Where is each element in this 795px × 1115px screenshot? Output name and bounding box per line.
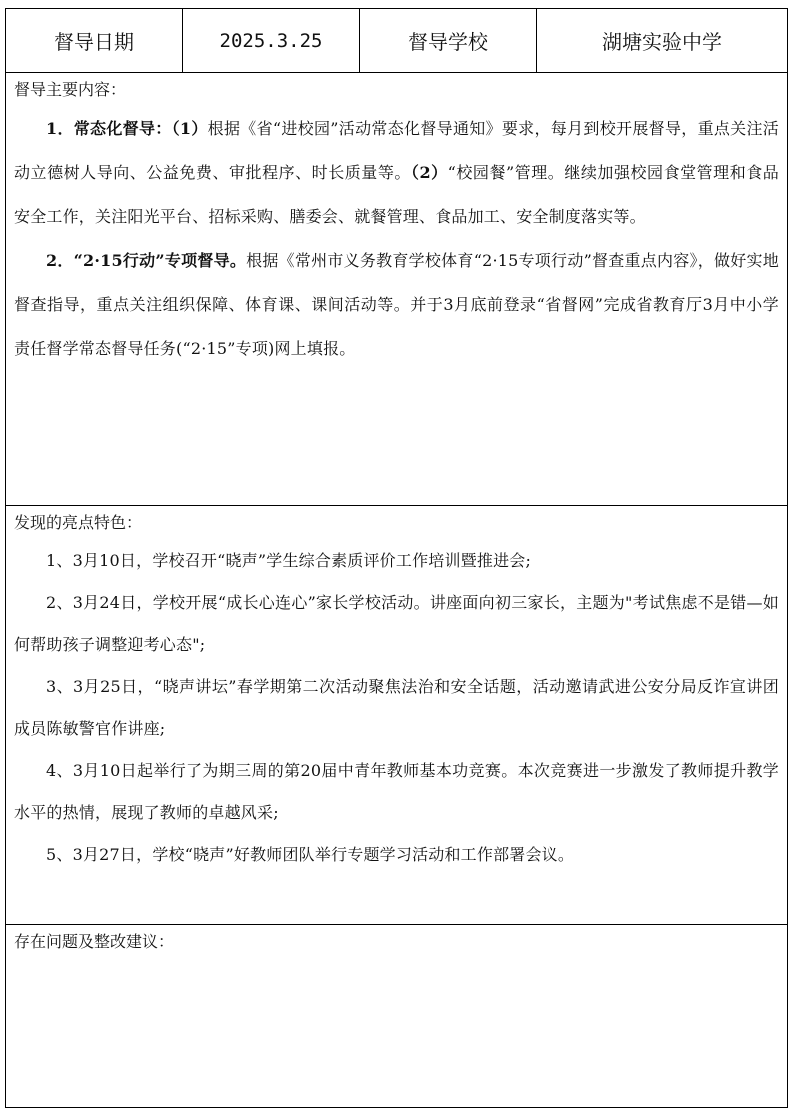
highlight-item: 3、3月25日，“晓声讲坛”春学期第二次活动聚焦法治和安全话题，活动邀请武进公安分局反诈宣讲团成员陈敏警官作讲座; — [14, 677, 779, 738]
item1-sub2-heading: （2） — [410, 163, 448, 182]
item1-sub2-text: “校园餐”管理。继续加强校园食堂管理和食品安全工作，关注阳光平台、招标采购、膳委会、就餐管理、食品加工、安全制度落实等。 — [14, 163, 779, 226]
item1-heading: 1．常态化督导：（1） — [46, 119, 208, 138]
highlights-section — [6, 506, 787, 925]
item2-text: 根据《常州市义务教育学校体育“2·15专项行动”督查重点内容》，做好实地督查指导，重点关注组织保障、体育课、课间活动等。并于3月底前登录“省督网”完成省教育厅3月中小学责任督学常态督导任务(“2·15”专项)网上填报。 — [14, 251, 780, 358]
highlight-item: 4、3月10日起举行了为期三周的第20届中青年教师基本功竞赛。本次竞赛进一步激发了教师提升教学水平的热情，展现了教师的卓越风采; — [14, 761, 779, 822]
item2-heading: 2．“2·15行动”专项督导。 — [46, 251, 247, 270]
item1-text: 根据《省“进校园”活动常态化督导通知》要求，每月到校开展督导，重点关注活动立德树人导向、公益免费、审批程序、时长质量等。 — [14, 119, 779, 182]
school-label: 督导学校 — [360, 9, 537, 72]
main-content-section — [6, 73, 787, 506]
school-value: 湖塘实验中学 — [602, 30, 722, 54]
highlight-item: 1、3月10日，学校召开“晓声”学生综合素质评价工作培训暨推进会; — [46, 551, 532, 570]
header-row — [6, 9, 787, 73]
supervision-record-table — [5, 8, 788, 1108]
date-value: 2025.3.25 — [183, 9, 360, 72]
main-content-item-2 — [14, 239, 779, 371]
highlight-item: 2、3月24日，学校开展“成长心连心”家长学校活动。讲座面向初三家长，主题为"考试焦虑不是错—如何帮助孩子调整迎考心态"; — [14, 593, 779, 654]
date-label: 督导日期 — [6, 9, 183, 72]
main-content-title: 督导主要内容： — [14, 80, 127, 99]
main-content-item-1 — [14, 107, 779, 239]
highlight-item: 5、3月27日，学校“晓声”好教师团队举行专题学习活动和工作部署会议。 — [46, 845, 575, 864]
issues-title: 存在问题及整改建议： — [14, 932, 175, 951]
highlights-title: 发现的亮点特色： — [14, 513, 143, 532]
issues-section — [6, 925, 787, 1107]
